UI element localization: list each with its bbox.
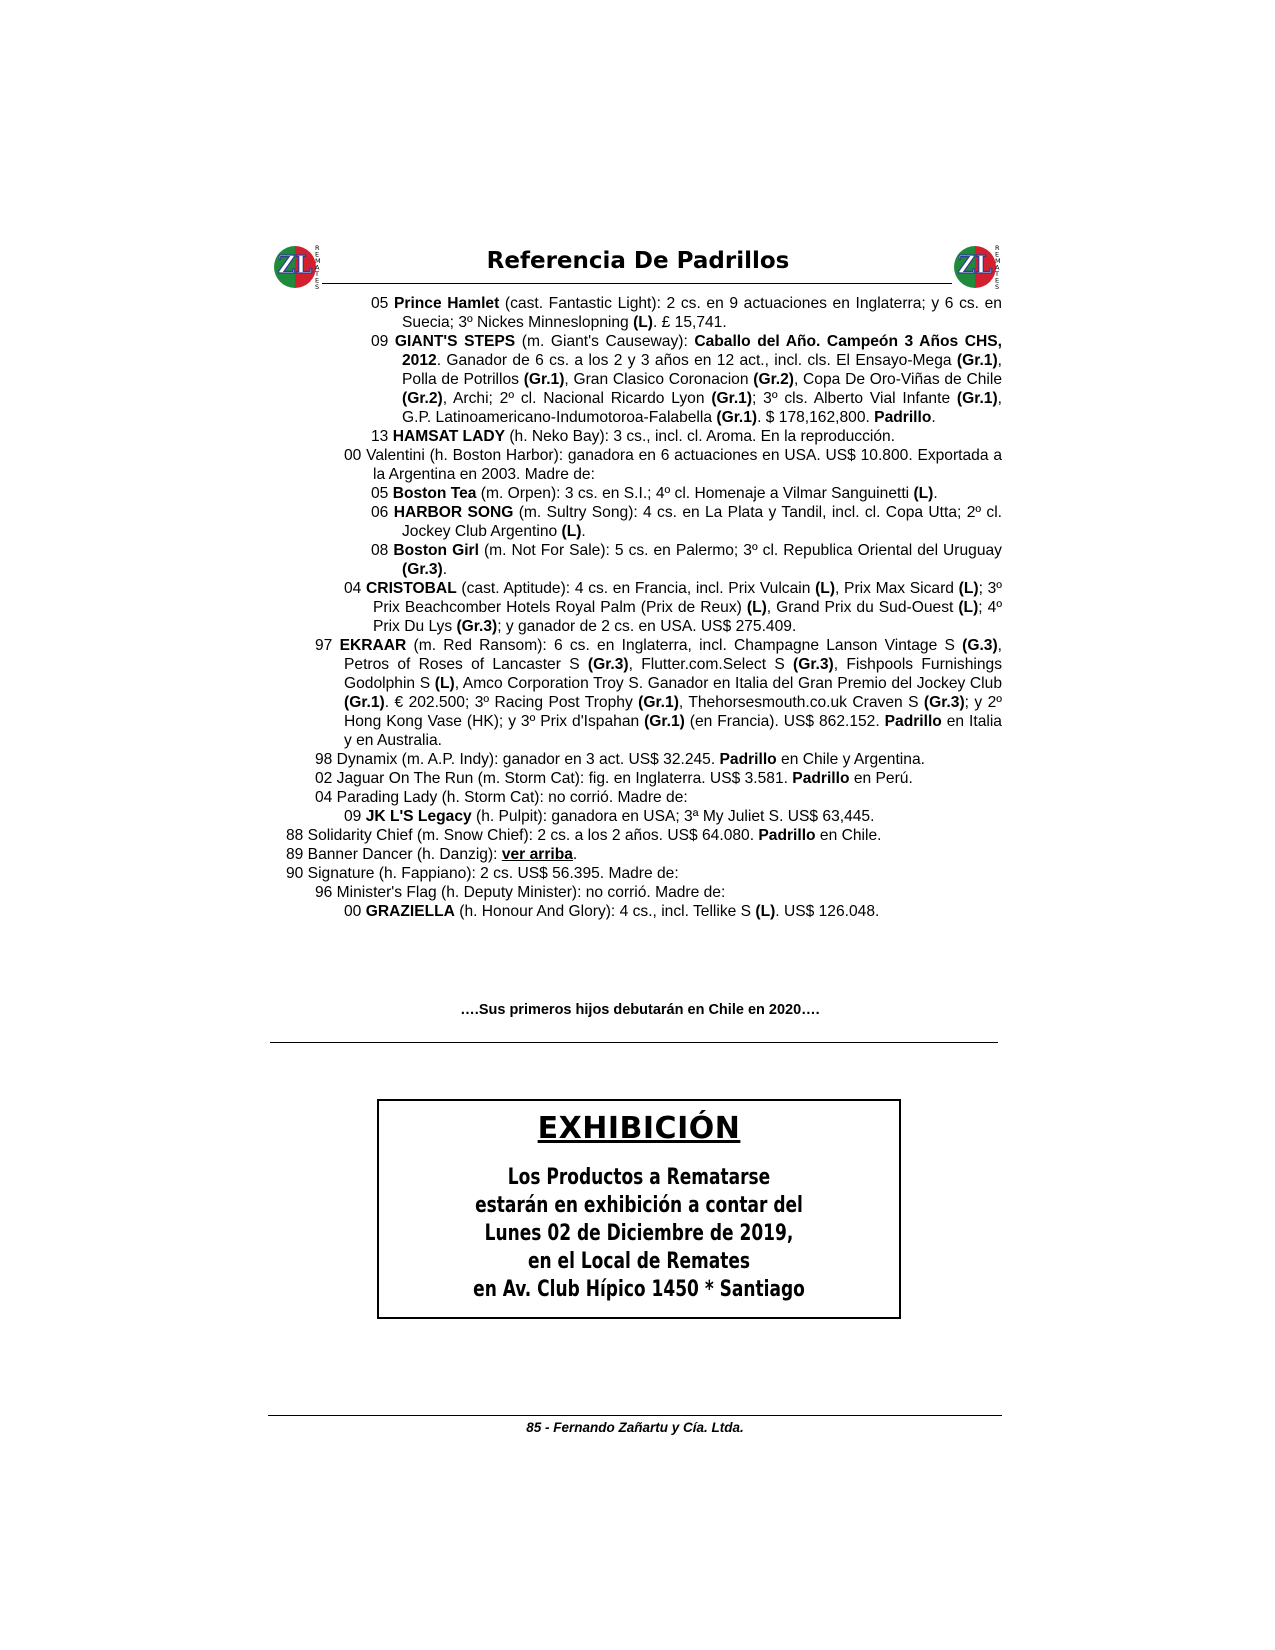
entry-emphasis: Caballo del Año. Campeón 3 Años CHS, 2012	[402, 333, 1002, 369]
footer-divider	[268, 1415, 1002, 1416]
pedigree-entry	[286, 332, 1002, 427]
entry-text: (m. Orpen): 3 cs. en S.I.; 4º cl. Homenaje a Vilmar Sanguinetti	[476, 485, 914, 502]
exhibition-title: EXHIBICIÓN	[537, 1111, 741, 1146]
logo-zl-monogram: ZL	[957, 250, 993, 279]
exhibition-line: Los Productos a Rematarse	[507, 1165, 771, 1190]
pedigree-entry	[286, 788, 1002, 807]
entry-emphasis: (G.3)	[962, 637, 998, 654]
pedigree-entry	[286, 883, 1002, 902]
entry-text: (h. Pulpit): ganadora en USA; 3ª My Juliet S. US$ 63,445.	[471, 808, 875, 825]
zl-remates-logo-left	[271, 243, 323, 291]
entry-text: ; y 2º Hong Kong Vase (HK); y 3º Prix d'Ispahan	[344, 694, 1002, 730]
entry-text: , Fishpools Furnishings Godolphin S	[344, 656, 1002, 692]
entry-text: .	[581, 523, 586, 540]
logo-remates-letters: R E M A T E S	[315, 244, 321, 291]
entry-text: en Chile y Argentina.	[776, 751, 925, 768]
exhibition-line: en el Local de Remates	[527, 1249, 751, 1274]
entry-text: (m. Red Ransom): 6 cs. en Inglaterra, incl. Champagne Lanson Vintage S	[406, 637, 963, 654]
entry-text: 90 Signature (h. Fappiano): 2 cs. US$ 56.395. Madre de:	[286, 865, 679, 882]
footer-page-credit: 85 - Fernando Zañartu y Cía. Ltda.	[526, 1420, 744, 1435]
exhibition-line: Lunes 02 de Diciembre de 2019,	[484, 1221, 794, 1246]
entry-emphasis: HAMSAT LADY	[392, 428, 506, 445]
entry-text: en Perú.	[849, 770, 913, 787]
exhibition-details	[379, 1164, 899, 1304]
entry-emphasis: (L)	[633, 314, 653, 331]
entry-text: 09	[371, 333, 395, 350]
pedigree-entry	[286, 750, 1002, 769]
entry-text: 02 Jaguar On The Run (m. Storm Cat): fig. en Inglaterra. US$ 3.581.	[315, 770, 793, 787]
entry-text: 00	[344, 903, 366, 920]
entry-emphasis: (Gr.1)	[638, 694, 679, 711]
pedigree-entry	[286, 579, 1002, 636]
entry-emphasis: Padrillo	[758, 827, 816, 844]
entry-emphasis: JK L'S Legacy	[365, 808, 472, 825]
pedigree-entries	[286, 294, 1002, 921]
entry-emphasis: Prince Hamlet	[393, 295, 500, 312]
entry-text: , Thehorsesmouth.co.uk Craven S	[678, 694, 924, 711]
entry-emphasis: (Gr.3)	[793, 656, 834, 673]
entry-text: (h. Honour And Glory): 4 cs., incl. Tellike S	[454, 903, 756, 920]
entry-emphasis: (Gr.2)	[402, 390, 443, 407]
section-divider	[270, 1042, 998, 1043]
entry-text: , Petros of Roses of Lancaster S	[344, 637, 1002, 673]
entry-emphasis: (L)	[913, 485, 934, 502]
entry-text: en Chile.	[815, 827, 882, 844]
entry-text: 96 Minister's Flag (h. Deputy Minister): no corrió. Madre de:	[315, 884, 726, 901]
entry-text: (m. Giant's Causeway):	[515, 333, 695, 350]
entry-emphasis: Padrillo	[792, 770, 850, 787]
entry-emphasis: CRISTOBAL	[366, 580, 457, 597]
entry-text: ; 3º cls. Alberto Vial Infante	[752, 390, 957, 407]
entry-text: 97	[315, 637, 340, 654]
entry-text: 13	[371, 428, 393, 445]
entry-emphasis: EKRAAR	[339, 637, 407, 654]
entry-emphasis: HARBOR SONG	[393, 504, 514, 521]
entry-text: 04	[344, 580, 367, 597]
pedigree-entry	[286, 902, 1002, 921]
entry-text: (m. Not For Sale): 5 cs. en Palermo; 3º cl. Republica Oriental del Uruguay	[478, 542, 1002, 559]
entry-emphasis: (L)	[755, 903, 776, 920]
entry-emphasis: (Gr.3)	[402, 561, 443, 578]
entry-text: . Ganador de 6 cs. a los 2 y 3 años en 12 act., incl. cls. El Ensayo-Mega	[436, 352, 957, 369]
entry-text: , Amco Corporation Troy S. Ganador en Italia del Gran Premio del Jockey Club	[454, 675, 1002, 692]
entry-text: (h. Neko Bay): 3 cs., incl. cl. Aroma. En la reproducción.	[505, 428, 896, 445]
entry-text: 98 Dynamix (m. A.P. Indy): ganador en 3 act. US$ 32.245.	[315, 751, 720, 768]
entry-text: 08	[371, 542, 394, 559]
pedigree-entry	[286, 294, 1002, 332]
entry-text: , Flutter.com.Select S	[628, 656, 794, 673]
entry-text: 04 Parading Lady (h. Storm Cat): no corrió. Madre de:	[315, 789, 688, 806]
entry-emphasis: (Gr.1)	[711, 390, 753, 407]
entry-text: , G.P. Latinoamericano-Indumotoroa-Falabella	[402, 390, 1002, 426]
pedigree-entry	[286, 826, 1002, 845]
entry-text: (m. Sultry Song): 4 cs. en La Plata y Tandil, incl. cl. Copa Utta; 2º cl. Jockey Club Argentino	[402, 504, 1002, 540]
entry-text: ; 4º Prix Du Lys	[373, 599, 1003, 635]
pedigree-entry	[286, 446, 1002, 484]
entry-emphasis: (Gr.3)	[923, 694, 965, 711]
entry-text: , Grand Prix du Sud-Ouest	[766, 599, 959, 616]
pedigree-entry	[286, 484, 1002, 503]
exhibition-line: estarán en exhibición a contar del	[475, 1193, 803, 1218]
entry-text: 06	[371, 504, 394, 521]
pedigree-entry	[286, 864, 1002, 883]
entry-text: , Polla de Potrillos	[402, 352, 1002, 388]
header-divider	[322, 283, 952, 284]
entry-text: (cast. Aptitude): 4 cs. en Francia, incl. Prix Vulcain	[456, 580, 816, 597]
entry-text: . £ 15,741.	[652, 314, 727, 331]
entry-text: 89 Banner Dancer (h. Danzig):	[286, 846, 502, 863]
zl-remates-logo-right	[951, 243, 1003, 291]
entry-emphasis: (L)	[434, 675, 455, 692]
entry-text: 88 Solidarity Chief (m. Snow Chief): 2 cs. a los 2 años. US$ 64.080.	[286, 827, 759, 844]
entry-emphasis: (Gr.1)	[956, 352, 998, 369]
pedigree-entry	[286, 541, 1002, 579]
logo-remates-letters: R E M A T E S	[995, 244, 1001, 291]
entry-text: . € 202.500; 3º Racing Post Trophy	[384, 694, 639, 711]
entry-emphasis: Boston Girl	[393, 542, 479, 559]
entry-text: 09	[344, 808, 366, 825]
page-title: Referencia De Padrillos	[486, 248, 790, 274]
pedigree-entry	[286, 636, 1002, 750]
entry-emphasis: Padrillo	[719, 751, 777, 768]
entry-text: , Prix Max Sicard	[835, 580, 959, 597]
entry-emphasis: (Gr.1)	[523, 371, 565, 388]
exhibition-box	[377, 1099, 901, 1319]
entry-text: , Copa De Oro-Viñas de Chile	[793, 371, 1002, 388]
entry-text: (en Francia). US$ 862.152.	[684, 713, 885, 730]
pedigree-entry	[286, 807, 1002, 826]
entry-emphasis: Padrillo	[884, 713, 942, 730]
entry-text: ; 3º Prix Beachcomber Hotels Royal Palm (Prix de Reux)	[373, 580, 1002, 616]
entry-text: .	[442, 561, 448, 578]
entry-text: ; y ganador de 2 cs. en USA. US$ 275.409.	[497, 618, 797, 635]
entry-emphasis: (Gr.3)	[456, 618, 498, 635]
entry-text: .	[572, 846, 578, 863]
exhibition-line: en Av. Club Hípico 1450 * Santiago	[473, 1277, 805, 1302]
entry-emphasis: Boston Tea	[392, 485, 477, 502]
pedigree-entry	[286, 427, 1002, 446]
entry-emphasis: (Gr.1)	[644, 713, 685, 730]
entry-emphasis: (L)	[815, 580, 836, 597]
pedigree-entry	[286, 769, 1002, 788]
entry-text: . $ 178,162,800.	[757, 409, 875, 426]
entry-emphasis: (Gr.1)	[344, 694, 385, 711]
entry-text: 05	[371, 295, 394, 312]
entry-text: 00 Valentini (h. Boston Harbor): ganadora en 6 actuaciones en USA. US$ 10.800. Exportada a la Argentina en 2003. Madre de:	[344, 447, 1002, 483]
entry-text: .	[933, 485, 938, 502]
entry-emphasis: Padrillo	[874, 409, 932, 426]
entry-emphasis: (Gr.1)	[716, 409, 758, 426]
entry-text: , Archi; 2º cl. Nacional Ricardo Lyon	[442, 390, 712, 407]
entry-emphasis: (L)	[561, 523, 582, 540]
entry-emphasis: GRAZIELLA	[365, 903, 455, 920]
pedigree-entry	[286, 503, 1002, 541]
entry-emphasis: (Gr.2)	[753, 371, 794, 388]
entry-text: en Italia y en Australia.	[344, 713, 1002, 749]
entry-emphasis: (Gr.1)	[956, 390, 998, 407]
entry-text: 05	[371, 485, 393, 502]
entry-text: . US$ 126.048.	[775, 903, 880, 920]
entry-emphasis: (L)	[958, 599, 979, 616]
entry-emphasis: (L)	[746, 599, 767, 616]
debut-note: ….Sus primeros hijos debutarán en Chile en 2020….	[460, 1002, 820, 1018]
entry-emphasis: (Gr.3)	[587, 656, 629, 673]
entry-emphasis: (L)	[958, 580, 979, 597]
logo-zl-monogram: ZL	[277, 250, 313, 279]
entry-text: , Gran Clasico Coronacion	[564, 371, 754, 388]
entry-text: (cast. Fantastic Light): 2 cs. en 9 actuaciones en Inglaterra; y 6 cs. en Suecia; 3º Nickes Minneslopning	[402, 295, 1002, 331]
entry-emphasis: GIANT'S STEPS	[394, 333, 516, 350]
entry-emphasis: ver arriba	[501, 846, 573, 863]
pedigree-entry	[286, 845, 1002, 864]
entry-text: .	[931, 409, 936, 426]
